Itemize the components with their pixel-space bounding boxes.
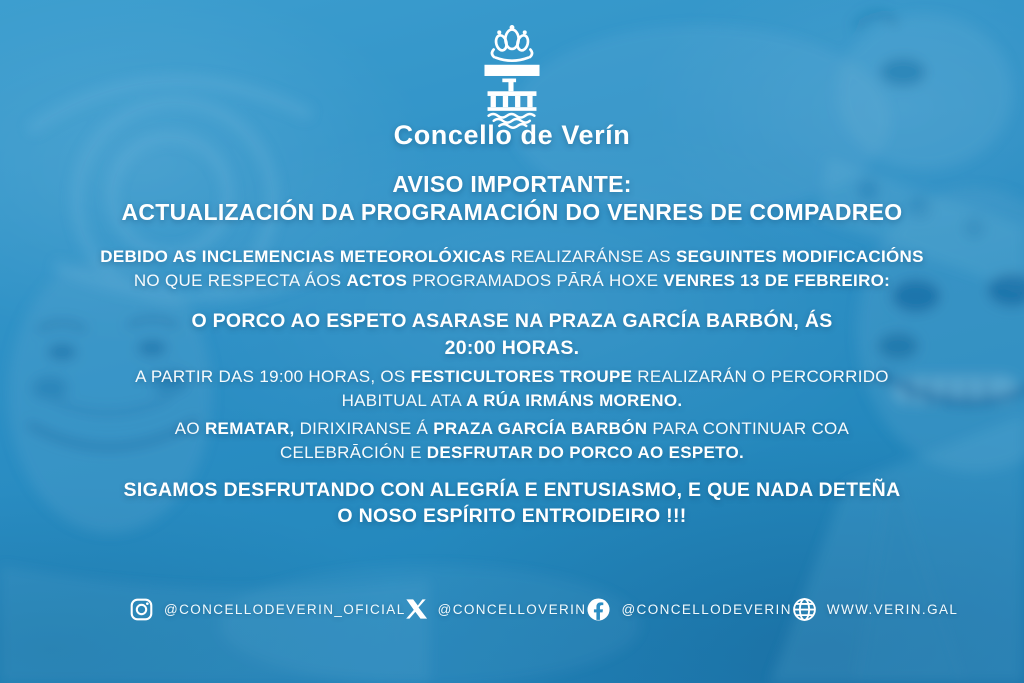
intro-line1 bbox=[0, 247, 1024, 267]
social-item-website[interactable] bbox=[792, 597, 958, 622]
x-icon bbox=[406, 598, 428, 620]
parade-segment: A PARTIR DAS 19:00 HORAS, OS bbox=[135, 367, 411, 386]
instagram-icon bbox=[129, 597, 154, 622]
social-item-x[interactable] bbox=[406, 598, 587, 620]
intro-segment: ACTOS bbox=[346, 271, 413, 290]
globe-icon bbox=[792, 597, 817, 622]
intro-segment: PROGRAMADOS PĀRÁ HOXE bbox=[412, 271, 664, 290]
intro-segment: SEGUINTES MODIFICACIÓNS bbox=[675, 247, 924, 266]
intro-segment: NO QUE RESPECTA ÁOS bbox=[133, 271, 347, 290]
notice-title-line1: AVISO IMPORTANTE: bbox=[392, 171, 632, 197]
crown-icon bbox=[492, 30, 532, 61]
intro-line2 bbox=[0, 271, 1024, 291]
closing-line2: O NOSO ESPÍRITO ENTROIDEIRO !!! bbox=[337, 505, 687, 527]
verin-crest-icon bbox=[481, 24, 543, 130]
parade-segment: REALIZARÁN O PERCORRIDO bbox=[637, 367, 889, 386]
finish-segment: AO bbox=[174, 419, 205, 438]
brand-name: Concello de Verín bbox=[393, 120, 631, 150]
social-handle: @CONCELLOVERIN bbox=[437, 601, 587, 617]
intro-segment: VENRES 13 DE FEBREIRO: bbox=[663, 271, 891, 290]
finish-line1 bbox=[0, 419, 1024, 439]
parade-line2 bbox=[0, 391, 1024, 411]
parade-segment: A RÚA IRMÁNS MORENO. bbox=[466, 391, 683, 410]
finish-segment: DESFRUTAR DO PORCO AO ESPETO. bbox=[426, 443, 745, 462]
finish-segment: PARA CONTINUAR COA bbox=[647, 419, 850, 438]
spit-roast-line2: 20:00 HORAS. bbox=[444, 337, 580, 359]
social-item-facebook[interactable] bbox=[586, 597, 791, 622]
parade-segment: HABITUAL ATA bbox=[341, 391, 467, 410]
finish-segment: CELEBRĀCIÓN E bbox=[279, 443, 427, 462]
parade-segment: FESTICULTORES TROUPE bbox=[410, 367, 638, 386]
social-handle: @CONCELLODEVERIN bbox=[621, 601, 792, 617]
social-item-instagram[interactable] bbox=[129, 597, 406, 622]
spit-roast-line1: O PORCO AO ESPETO ASARASE NA PRAZA GARCÍA BARBÓN, ÁS bbox=[191, 310, 833, 332]
facebook-icon bbox=[586, 597, 611, 622]
finish-segment: PRAZA GARCÍA BARBÓN bbox=[433, 419, 648, 438]
intro-segment: REALIZARÁNSE AS bbox=[510, 247, 676, 266]
social-handle: WWW.VERIN.GAL bbox=[826, 601, 959, 617]
parade-line1 bbox=[0, 367, 1024, 387]
closing-line1: SIGAMOS DESFRUTANDO CON ALEGRÍA E ENTUSIASMO, E QUE NADA DETEÑA bbox=[123, 479, 901, 501]
intro-segment: DEBIDO AS INCLEMENCIAS METEOROLÓXICAS bbox=[100, 247, 511, 266]
finish-segment: REMATAR, bbox=[204, 419, 295, 438]
social-links-bar bbox=[129, 592, 959, 626]
finish-segment: DIRIXIRANSE Á bbox=[294, 419, 434, 438]
social-handle: @CONCELLODEVERIN_OFICIAL bbox=[164, 601, 406, 617]
finish-line2 bbox=[0, 443, 1024, 463]
notice-title-line2: ACTUALIZACIÓN DA PROGRAMACIÓN DO VENRES DE COMPADREO bbox=[121, 199, 903, 225]
